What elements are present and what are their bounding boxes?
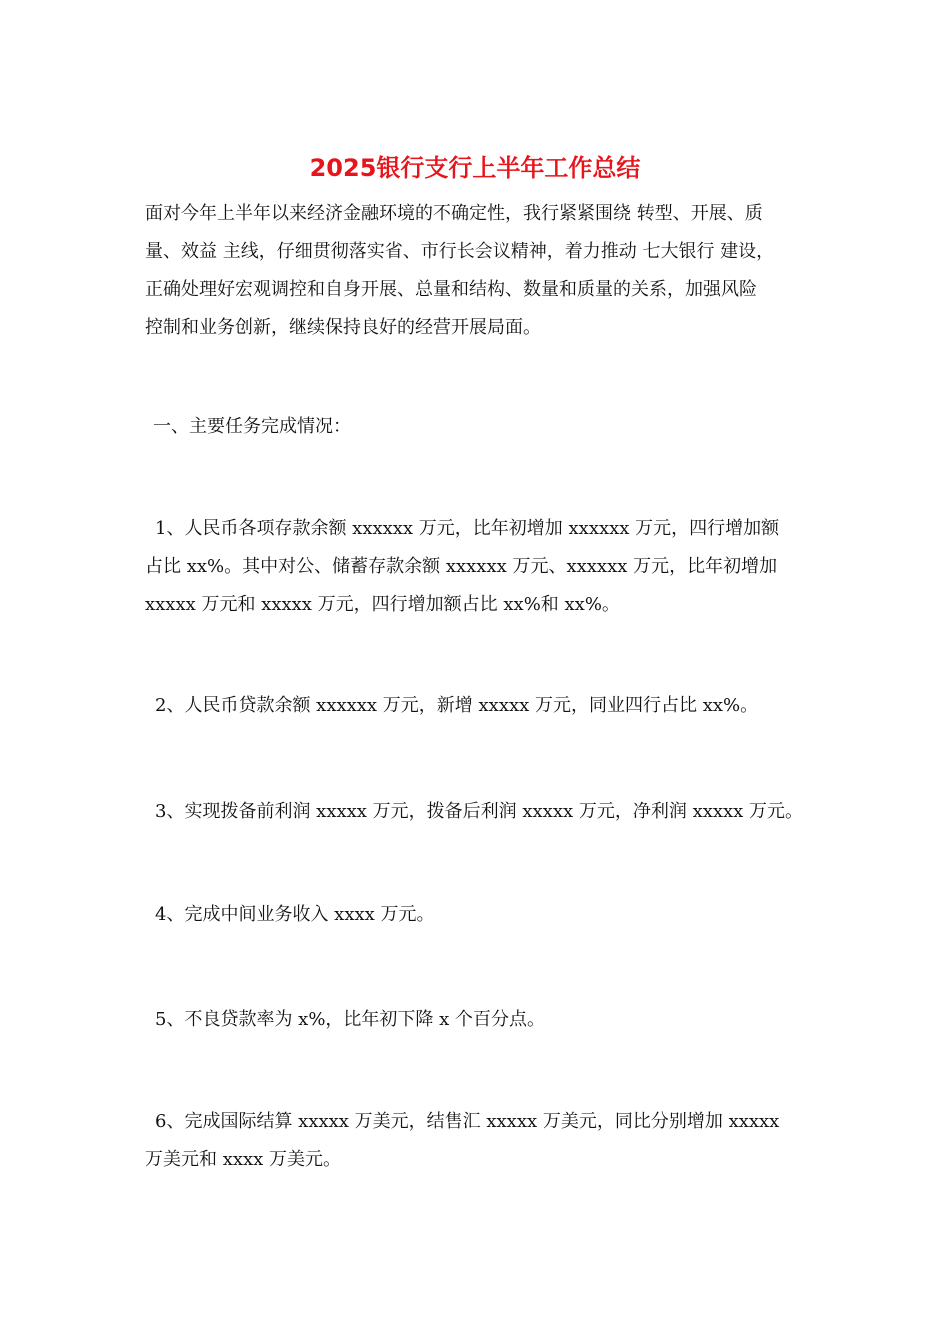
intro-line: 量、效益 主线，仔细贯彻落实省、市行长会议精神，着力推动 七大银行 建设， xyxy=(145,241,775,262)
item-line: 2、人民币贷款余额 xxxxxx 万元，新增 xxxxx 万元，同业四行占比 xx%。 xyxy=(155,695,759,716)
item-5 xyxy=(145,1001,815,1039)
intro-line: 面对今年上半年以来经济金融环境的不确定性，我行紧紧围绕 转型、开展、质 xyxy=(145,203,763,224)
item-4 xyxy=(145,896,815,934)
item-line: 3、实现拨备前利润 xxxxx 万元，拨备后利润 xxxxx 万元，净利润 xxxxx 万元。 xyxy=(155,801,804,822)
item-line: 5、不良贷款率为 x%，比年初下降 x 个百分点。 xyxy=(155,1009,546,1030)
item-line: xxxxx 万元和 xxxxx 万元，四行增加额占比 xx%和 xx%。 xyxy=(145,594,620,615)
intro-line: 正确处理好宏观调控和自身开展、总量和结构、数量和质量的关系，加强风险 xyxy=(145,279,757,300)
item-line: 6、完成国际结算 xxxxx 万美元，结售汇 xxxxx 万美元，同比分别增加 xxxxx xyxy=(155,1111,780,1132)
item-line: 4、完成中间业务收入 xxxx 万元。 xyxy=(155,904,435,925)
item-line: 1、人民币各项存款余额 xxxxxx 万元，比年初增加 xxxxxx 万元，四行增加额 xyxy=(155,518,780,539)
section-heading-text: 一、主要任务完成情况： xyxy=(153,416,351,437)
item-2 xyxy=(145,687,815,725)
intro-line: 控制和业务创新，继续保持良好的经营开展局面。 xyxy=(145,317,541,338)
item-3 xyxy=(145,793,815,831)
intro-paragraph xyxy=(145,195,815,347)
page-title: 2025银行支行上半年工作总结 xyxy=(309,154,641,182)
item-line: 万美元和 xxxx 万美元。 xyxy=(145,1149,342,1170)
item-1 xyxy=(145,510,815,624)
section-heading xyxy=(145,408,815,446)
item-6 xyxy=(145,1103,815,1179)
item-line: 占比 xx%。其中对公、储蓄存款余额 xxxxxx 万元、xxxxxx 万元，比年初增加 xyxy=(145,556,778,577)
